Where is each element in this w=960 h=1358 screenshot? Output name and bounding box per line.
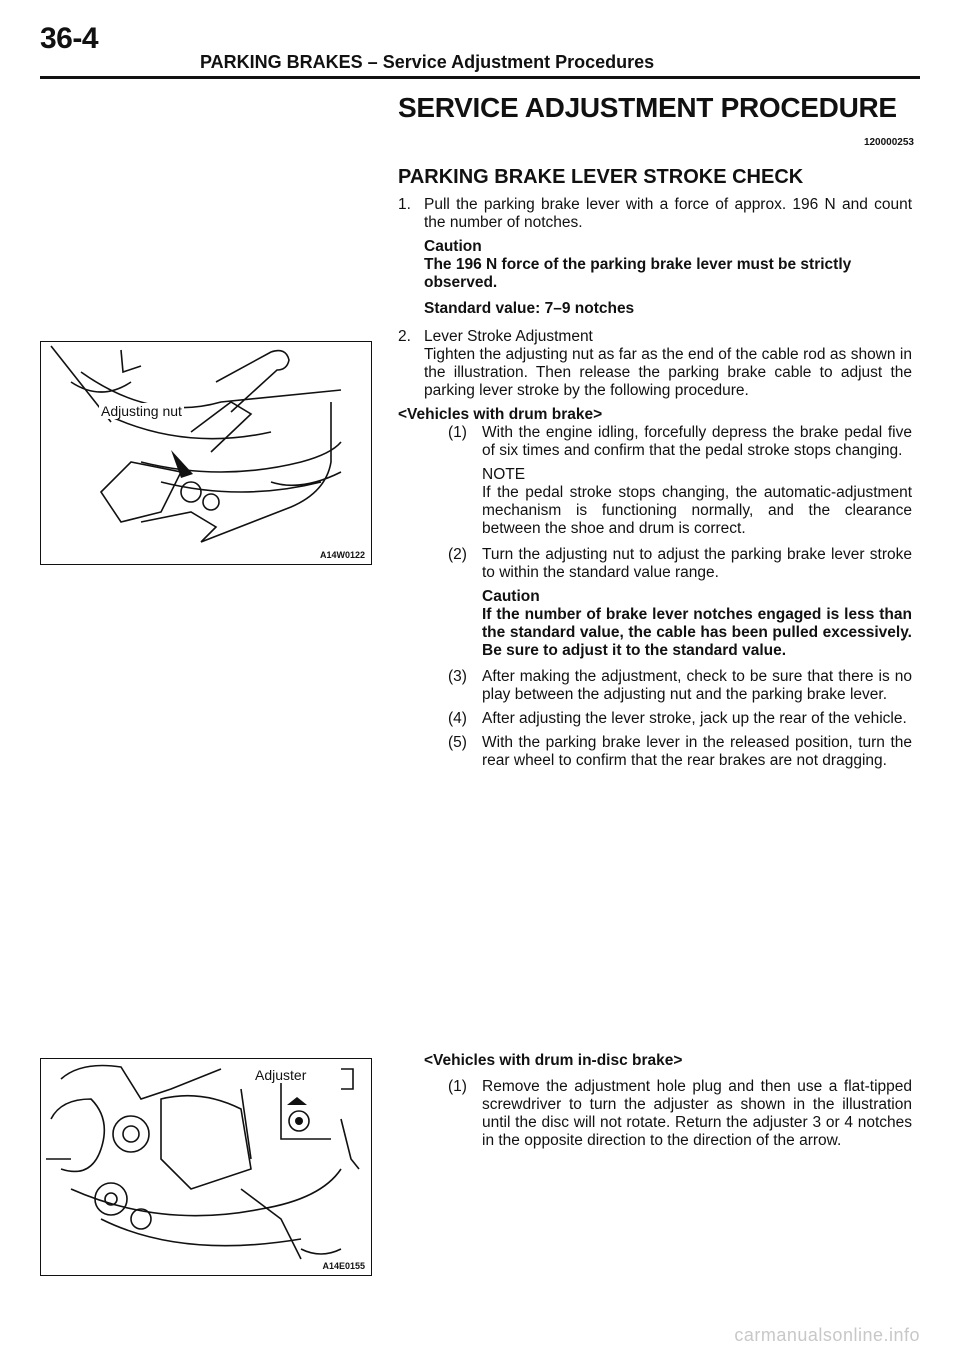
page-number: 36-4	[40, 22, 99, 55]
drum-in-disc-illustration	[41, 1059, 371, 1275]
step-text: Pull the parking brake lever with a force of approx. 196 N and count the number of notches.	[424, 196, 912, 231]
item-text: After adjusting the lever stroke, jack up the rear of the vehicle.	[482, 710, 907, 727]
figure-adjusting-nut	[40, 341, 372, 565]
item-text: Remove the adjustment hole plug and then use a flat-tipped screwdriver to turn the adjuster as shown in the illustration until the disc will not rotate. Return the adjuster 3 or 4 notches in the opposite direction to the direction of the arrow.	[482, 1078, 912, 1149]
indisc-item-1	[448, 1078, 912, 1150]
parking-lever-illustration	[41, 342, 371, 564]
caution-text: If the number of brake lever notches engaged is less than the standard value, the cable has been pulled excessively. Be sure to adjust it to the standard value.	[482, 606, 912, 659]
item-number: (2)	[448, 546, 467, 563]
fig2-code: A14E0155	[322, 1261, 365, 1271]
step-1	[398, 196, 912, 232]
fig2-label: Adjuster	[255, 1067, 307, 1083]
item-text: Turn the adjusting nut to adjust the parking brake lever stroke to within the standard value range.	[482, 546, 912, 581]
indisc-section	[398, 1052, 912, 1156]
watermark: carmanualsonline.info	[734, 1325, 920, 1345]
drum-item-5	[448, 734, 912, 770]
header-divider	[40, 76, 920, 79]
item-number: (3)	[448, 668, 467, 685]
caution-text: The 196 N force of the parking brake lever must be strictly observed.	[424, 256, 852, 291]
note-block	[482, 466, 912, 538]
caution-heading: Caution	[424, 238, 482, 255]
caution-2	[482, 588, 912, 660]
procedure-body	[398, 196, 912, 776]
item-number: (5)	[448, 734, 467, 751]
drum-item-1	[448, 424, 912, 460]
page-header-title: PARKING BRAKES – Service Adjustment Procedures	[200, 52, 655, 72]
section-title: SERVICE ADJUSTMENT PROCEDURE	[398, 92, 897, 123]
step-text: Tighten the adjusting nut as far as the end of the cable rod as shown in the illustration. Then release the parking brake cable to adjust the parking lever stroke by the following procedure.	[424, 346, 912, 399]
check-title: PARKING BRAKE LEVER STROKE CHECK	[398, 166, 804, 188]
item-text: With the engine idling, forcefully depress the brake pedal five of six times and confirm that the pedal stroke stops changing.	[482, 424, 912, 459]
fig1-code: A14W0122	[319, 550, 365, 560]
drum-brake-heading: <Vehicles with drum brake>	[398, 406, 603, 423]
drum-item-3	[448, 668, 912, 704]
item-text: After making the adjustment, check to be sure that there is no play between the adjusting nut and the parking brake lever.	[482, 668, 912, 703]
figure-adjuster	[40, 1058, 372, 1276]
caution-heading: Caution	[482, 588, 540, 605]
fig1-label: Adjusting nut	[101, 403, 182, 419]
section-code: 120000253	[863, 137, 914, 148]
item-number: (1)	[448, 1078, 467, 1095]
note-heading: NOTE	[482, 466, 526, 483]
item-text: With the parking brake lever in the released position, turn the rear wheel to confirm that the rear brakes are not dragging.	[482, 734, 912, 769]
caution-1	[424, 238, 912, 292]
step-content	[424, 328, 912, 400]
step-2	[398, 328, 912, 400]
drum-item-4	[448, 710, 912, 728]
step-number: 2.	[398, 328, 411, 345]
step-number: 1.	[398, 196, 411, 213]
note-text: If the pedal stroke stops changing, the automatic-adjustment mechanism is functioning normally, and the clearance between the shoe and drum is correct.	[482, 484, 912, 537]
drum-item-2	[448, 546, 912, 582]
indisc-heading: <Vehicles with drum in-disc brake>	[424, 1052, 683, 1069]
item-number: (1)	[448, 424, 467, 441]
standard-value-text: Standard value: 7–9 notches	[424, 300, 635, 317]
standard-value	[424, 300, 912, 318]
step-title: Lever Stroke Adjustment	[424, 328, 593, 345]
item-number: (4)	[448, 710, 467, 727]
